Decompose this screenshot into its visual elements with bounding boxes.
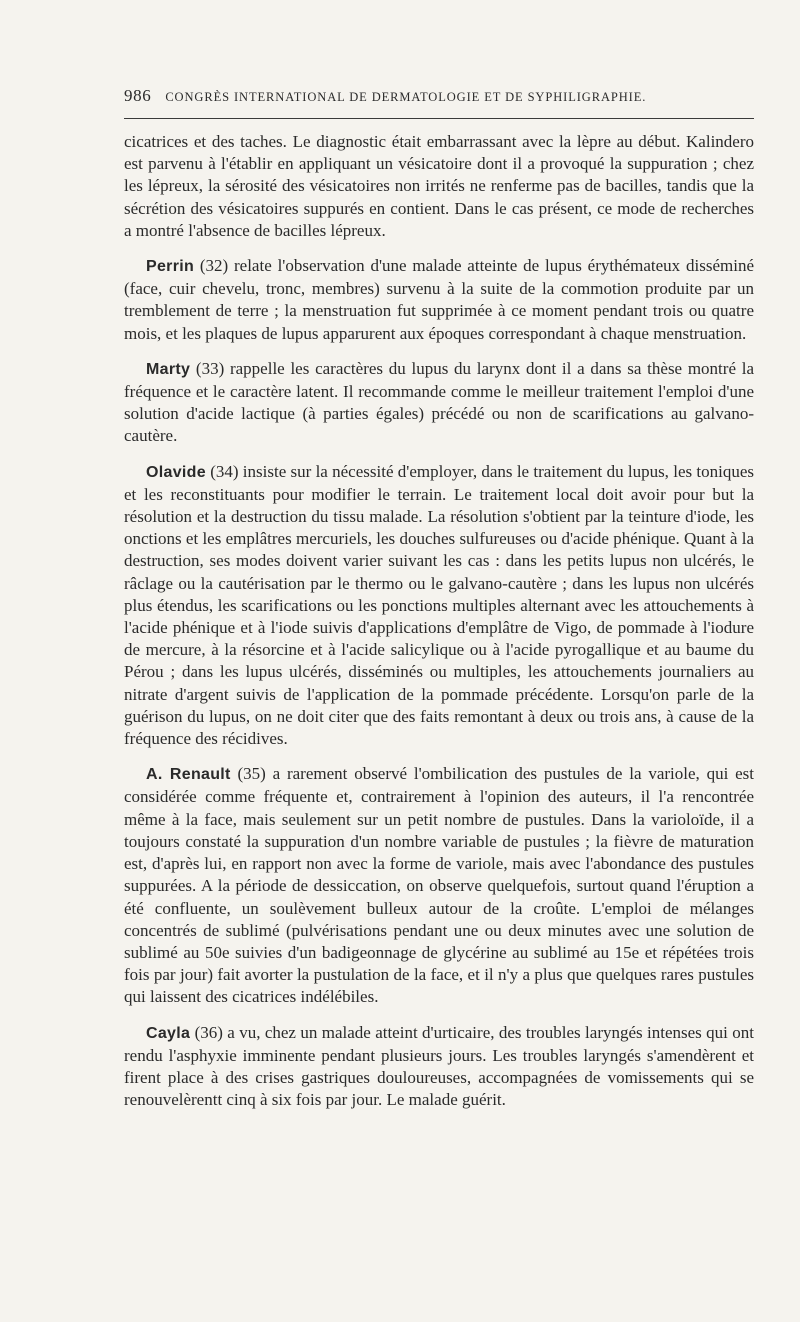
paragraph-text: cicatrices et des taches. Le diagnostic était embarrassant avec la lèpre au début. Kalindero est parvenu à l'établir en appliquant un vésicatoire dont il a provoqué la suppuration ; chez les lépreux, la sérosité des vésicatoires non irrités ne renferme pas de bacilles, tandis que la sécrétion des vésicatoires suppurés en contient. Dans le cas présent, ce mode de recherches a montré l'absence de bacilles lépreux. xyxy=(124,132,754,240)
paragraph-perrin xyxy=(124,255,754,345)
author-name: Cayla xyxy=(146,1024,191,1042)
author-name: Perrin xyxy=(146,258,195,276)
document-page xyxy=(124,86,754,1111)
author-name: A. Renault xyxy=(146,766,231,784)
page-number: 986 xyxy=(124,86,152,105)
paragraph-marty xyxy=(124,358,754,448)
header-rule xyxy=(124,118,754,119)
paragraph-text: (35) a rarement observé l'ombilication des pustules de la variole, qui est considérée comme fréquente et, contrairement à l'opinion des auteurs, il l'a rencontrée même à la face, mais seulement sur un petit nombre de pustules. Dans la varioloïde, il a toujours constaté la suppuration d'un nombre variable de pustules ; la fièvre de maturation est, d'après lui, en rapport non avec la forme de variole, mais avec l'abondance des pustules suppurées. A la période de dessiccation, on observe quelquefois, surtout quand l'éruption a été confluente, un soulèvement bulleux autour de la croûte. L'emploi de mélanges concentrés de sublimé (pulvérisations pendant une ou deux minutes avec une solution de sublimé au 50e suivies d'un badigeonnage de glycérine au sublimé au 15e et répétées trois fois par jour) fait avorter la pustulation de la face, et il n'y a plus que quelques rares pustules qui laissent des cicatrices indélébiles. xyxy=(124,764,754,1007)
paragraph-text: (34) insiste sur la nécessité d'employer, dans le traitement du lupus, les toniques et les reconstituants pour modifier le terrain. Le traitement local doit avoir pour but la résolution et la destruction du tissu malade. La résolution s'obtient par la teinture d'iode, les onctions et les emplâtres mercuriels, les douches sulfureuses ou d'acide phénique. Quant à la destruction, ses modes doivent varier suivant les cas : dans les petits lupus non ulcérés, le râclage ou la cautérisation par le thermo ou le galvano-cautère ; dans les lupus non ulcérés plus étendus, les scarifications ou les ponctions multiples alternant avec les attouchements à l'acide phénique et à l'iode suivis d'applications d'emplâtre de Vigo, de pommade à l'iodure de mercure, à la résorcine et à l'acide salicylique ou à l'acide pyrogallique et au baume du Pérou ; dans les lupus ulcérés, disséminés ou multiples, les attouchements journaliers au nitrate d'argent suivis de l'application de la pommade précédente. Lorsqu'on parle de la guérison du lupus, on ne doit citer que des faits remontant à deux ou trois ans, à cause de la fréquence des récidives. xyxy=(124,461,754,749)
running-header xyxy=(124,86,754,114)
paragraph-text: (36) a vu, chez un malade atteint d'urticaire, des troubles laryngés intenses qui ont rendu l'asphyxie imminente pendant plusieurs jours. Les troubles laryngés s'amendèrent et firent place à des crises gastriques douloureuses, accompagnées de vomissements qui se renouvelèrentt cinq à six fois par jour. Le malade guérit. xyxy=(124,1022,754,1110)
paragraph-text: (33) rappelle les caractères du lupus du larynx dont il a dans sa thèse montré la fréquence et le caractère latent. Il recommande comme le meilleur traitement l'emploi d'une solution d'acide lactique (à parties égales) précédé ou non de scarifications au galvano-cautère. xyxy=(124,358,754,446)
running-title: CONGRÈS INTERNATIONAL DE DERMATOLOGIE ET DE SYPHILIGRAPHIE. xyxy=(165,90,647,104)
author-name: Olavide xyxy=(146,463,206,481)
paragraph-cayla xyxy=(124,1022,754,1112)
paragraph-text: (32) relate l'observation d'une malade atteinte de lupus érythémateux disséminé (face, cuir chevelu, tronc, membres) survenu à la suite de la commotion produite par un tremblement de terre ; la menstruation fut supprimée à ce moment pendant trois ou quatre mois, et les plaques de lupus apparurent aux époques correspondant à chaque menstruation. xyxy=(124,256,754,343)
paragraph-olavide xyxy=(124,461,754,751)
paragraph-renault xyxy=(124,763,754,1008)
paragraph-kalindero xyxy=(124,131,754,242)
author-name: Marty xyxy=(146,360,191,378)
